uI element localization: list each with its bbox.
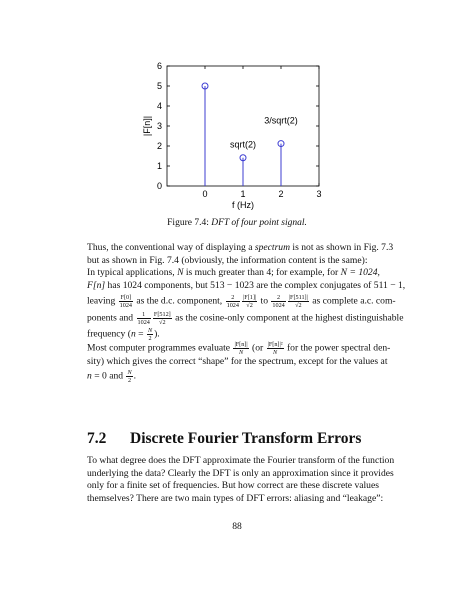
fraction-denominator: N xyxy=(273,349,278,356)
para2-line2: sity) which gives the correct “shape” for the spectrum, except for the values at xyxy=(87,356,388,367)
para1-line5 xyxy=(87,294,396,310)
text: is not as shown in Fig. 7.3 xyxy=(290,242,394,253)
fraction-numerator: |F[1]| xyxy=(242,294,257,302)
paragraph-dft-errors xyxy=(87,455,395,505)
x-axis-label: f (Hz) xyxy=(232,200,254,210)
y-tick-label: 0 xyxy=(156,181,162,191)
y-tick-label: 2 xyxy=(156,141,162,151)
stem-plot xyxy=(0,0,474,215)
para1-line2: but as shown in Fig. 7.4 (obviously, the information content is the same): xyxy=(87,254,368,266)
fraction xyxy=(226,294,240,309)
fraction xyxy=(267,341,284,356)
para1-line1 xyxy=(87,242,394,255)
text: is much greater than 4; for example, for xyxy=(183,267,341,279)
figure-caption-text: DFT of four point signal. xyxy=(211,218,307,228)
text: has 1024 components, but 513 − 1023 are the complex conjugates of 511 − 1, xyxy=(105,279,406,291)
paragraph-computer-programmes xyxy=(87,341,390,384)
text: = xyxy=(135,329,146,341)
fraction xyxy=(271,294,285,309)
text: as the d.c. component, xyxy=(134,296,225,308)
page-number: 88 xyxy=(232,521,242,532)
fraction-denominator: √2 xyxy=(159,319,166,327)
emphasis-text: spectrum xyxy=(254,242,291,253)
fraction xyxy=(288,294,309,309)
fraction-denominator: 1024 xyxy=(226,302,239,310)
x-tick-label: 3 xyxy=(316,189,322,199)
math-symbol: N xyxy=(177,267,184,279)
annotation-label: 3/sqrt(2) xyxy=(264,115,298,126)
text: ). xyxy=(154,329,160,341)
math-expression: N = 1024, xyxy=(340,267,380,279)
x-tick-label: 1 xyxy=(240,189,246,199)
fraction-numerator: F[0] xyxy=(120,294,132,302)
fraction-numerator: |F[511]| xyxy=(288,294,308,302)
math-symbol: n xyxy=(87,370,92,382)
fraction-numerator: 2 xyxy=(226,294,240,302)
fraction-numerator: 2 xyxy=(271,294,285,302)
figure-caption-label: Figure 7.4: xyxy=(167,218,209,228)
fraction-denominator: 2 xyxy=(127,376,132,384)
text: In typical applications, xyxy=(87,267,178,279)
text: to xyxy=(258,296,271,308)
y-tick-label: 1 xyxy=(156,161,162,171)
para3-line4: themselves? There are two main types of DFT errors: aliasing and “leakage”: xyxy=(87,492,384,504)
section-title: Discrete Fourier Transform Errors xyxy=(130,430,362,447)
fraction xyxy=(119,294,133,309)
x-tick-label: 2 xyxy=(278,189,284,199)
fraction-denominator: 1024 xyxy=(119,302,133,310)
y-axis-label: |F[n]| xyxy=(142,115,152,137)
figure-caption xyxy=(0,218,474,228)
text: Most computer programmes evaluate xyxy=(87,342,233,354)
para3-line3: only for a finite set of frequencies. But how correct are these discrete values xyxy=(87,480,379,492)
text: as the cosine-only component at the highest distinguishable xyxy=(172,313,404,325)
para2-line3 xyxy=(87,369,390,384)
para1-line3 xyxy=(87,267,390,280)
fraction-denominator: 2 xyxy=(148,335,152,343)
y-tick-label: 6 xyxy=(156,61,162,71)
fraction xyxy=(126,369,132,384)
fraction-numerator: |F[n]|² xyxy=(267,341,283,348)
fraction-denominator: √2 xyxy=(295,302,302,310)
section-heading xyxy=(87,430,361,448)
para1-line6 xyxy=(87,311,404,327)
para2-line1 xyxy=(87,341,390,356)
para1-line4 xyxy=(87,279,406,293)
text: ponents and xyxy=(87,313,136,325)
fraction-numerator: 1 xyxy=(137,311,151,319)
fraction xyxy=(233,341,248,356)
fraction xyxy=(137,311,151,326)
fraction-numerator: |F[n]| xyxy=(234,341,248,348)
annotation-label: sqrt(2) xyxy=(229,139,257,150)
para3-line1: To what degree does the DFT approximate the Fourier transform of the function xyxy=(87,455,395,466)
text: leaving xyxy=(87,296,118,308)
section-number: 7.2 xyxy=(87,430,107,447)
fraction xyxy=(242,294,257,309)
fraction-denominator: 1024 xyxy=(272,302,285,310)
x-tick-label: 0 xyxy=(202,189,208,199)
paragraph-spectrum-display xyxy=(87,242,406,343)
fraction-denominator: 1024 xyxy=(137,319,150,327)
fraction-denominator: √2 xyxy=(246,302,253,310)
text: (or xyxy=(249,342,266,354)
fraction-numerator: N xyxy=(147,327,153,335)
text: . xyxy=(133,370,136,382)
fraction-numerator: N xyxy=(127,368,132,376)
y-tick-label: 3 xyxy=(156,121,162,131)
text: frequency ( xyxy=(87,329,131,341)
para3-line2: underlying the data? Clearly the DFT is only an approximation since it provides xyxy=(87,467,394,479)
fraction-numerator: F[512] xyxy=(153,311,171,319)
fraction-denominator: N xyxy=(238,349,244,356)
y-tick-label: 5 xyxy=(156,81,162,91)
text: as complete a.c. com- xyxy=(309,296,396,308)
math-symbol: n xyxy=(130,329,136,341)
text: = 0 and xyxy=(91,370,126,382)
math-symbol: F[n] xyxy=(87,279,106,291)
text: for the power spectral den- xyxy=(284,342,391,354)
text: Thus, the conventional way of displaying a xyxy=(87,242,255,253)
fraction xyxy=(153,311,172,326)
y-tick-label: 4 xyxy=(156,101,162,111)
